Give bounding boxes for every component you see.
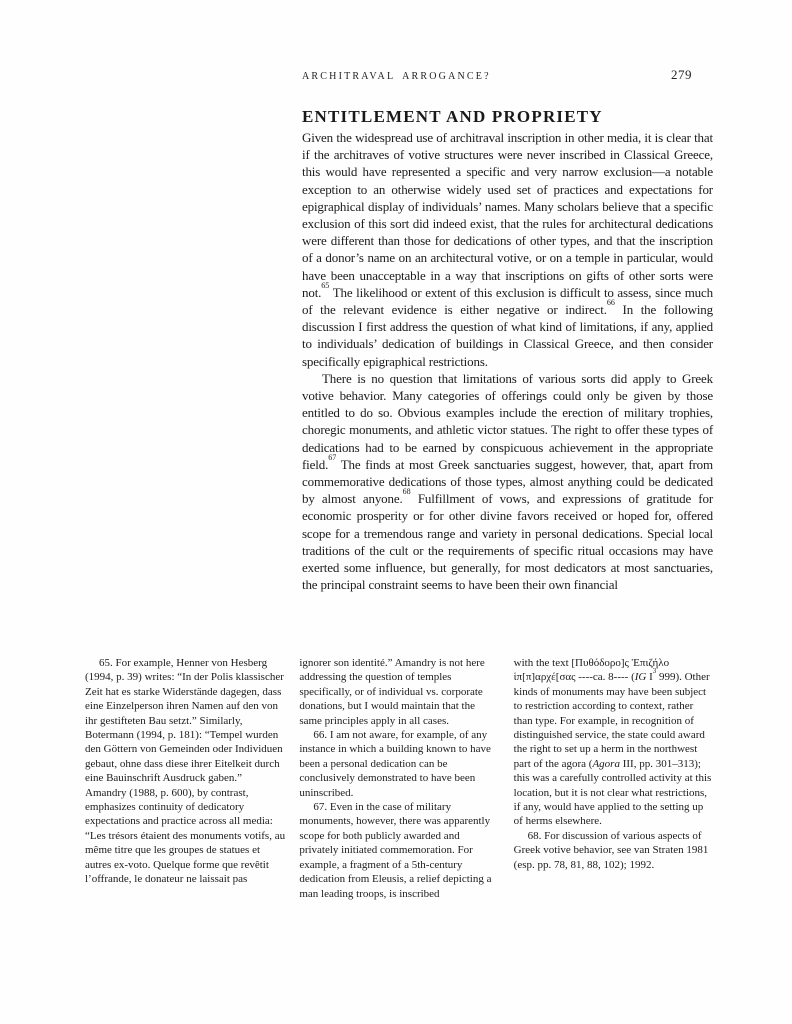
- footnotes-section: [85, 656, 714, 901]
- footnote-ref: 3: [652, 667, 657, 675]
- footnote-block: with the text [Πυθόδορο]ς Ἐπιζήλο ἱπ[π]αρχέ[σας ----ca. 8---- (IG I$^3$ 999). Other kinds of monuments may have been subject to restriction according to context, rather than type. For example, in recognition of distinguished service, the state could award the right to set up a herm in the northwest part of the agora (Agora III, pp. 301–313); this was a carefully controlled activity at this location, but it is not clear what restrictions, if any, would have applied to the setting up of herms elsewhere.: [513, 657, 712, 828]
- page-number: 279: [671, 67, 692, 82]
- running-head: [302, 67, 712, 83]
- footnote-column-3: [514, 656, 714, 901]
- footnote-ref: 68: [402, 487, 411, 497]
- running-head-title: ARCHITRAVAL ARROGANCE?: [302, 71, 491, 82]
- footnote-column-1: [85, 656, 285, 901]
- footnote-block: 65. For example, Henner von Hesberg (1994, p. 39) writes: “In der Polis klassischer Zeit hat es starke Widerstände dagegen, dass eine Einzelperson ihren Namen auf den von ihr gestifteten Bau setzt.” Similarly, Botermann (1994, p. 181): “Tempel wurden den Göttern von Gemeinden oder Individuen gebaut, ohne dass diese ihrer Eitelkeit durch eine Bauinschrift Ausdruck gaben.” Amandry (1988, p. 600), by contrast, emphasizes continuity of dedicatory expectations and practice across all media: “Les trésors étaient des monuments votifs, au même titre que les groupes de statues et autres ex-voto. Quelque forme que revêtit l’offrande, le donateur ne laissait pas: [85, 657, 286, 886]
- footnote-ref: 66: [606, 298, 615, 308]
- footnote-block: ignorer son identité.” Amandry is not here addressing the question of temples specifically, or of individual vs. corporate donations, but I would maintain that the same principles apply in all cases.: [299, 657, 485, 727]
- footnote-block: 67. Even in the case of military monuments, however, there was apparently scope for both publicly awarded and privately initiated commemoration. For example, a fragment of a 5th-century dedication from Eleusis, a relief depicting a man leading troops, is inscribed: [299, 801, 492, 900]
- footnote-block: 66. I am not aware, for example, of any instance in which a building known to have been a personal dedication can be conclusively demonstrated to have been uninscribed.: [299, 729, 491, 799]
- section-heading: ENTITLEMENT AND PROPRIETY: [302, 107, 603, 127]
- footnote-ref: 65: [321, 280, 330, 290]
- body-text: [302, 129, 713, 593]
- body-paragraph: There is no question that limitations of various sorts did apply to Greek votive behavior. Many categories of offerings could only be given by those entitled to do so. Obvious examples include the erection of military trophies, choregic monuments, and athletic victor statues. The right to offer these types of dedications had to be earned by conspicuous achievement in the appropriate field.$^{67}$ The finds at most Greek sanctuaries suggest, however, that, apart from commemorative dedications of those types, almost anything could be dedicated by almost anyone.$^{68}$ Fulfillment of vows, and expressions of gratitude for economic prosperity or for other divine favors received or hoped for, offered scope for a tremendous range and variety in personal dedications. Special local traditions of the cult or the requirements of specific ritual occasions may have exerted some influence, but generally, for most dedicators at most sanctuaries, the principal constraint seems to have been their own financial: [302, 370, 714, 593]
- footnote-ref: 67: [328, 452, 337, 462]
- footnote-block: 68. For discussion of various aspects of Greek votive behavior, see van Straten 1981 (esp. pp. 78, 81, 88, 102); 1992.: [513, 829, 709, 871]
- body-paragraph: Given the widespread use of architraval inscription in other media, it is clear that if the architraves of votive structures were never inscribed in Classical Greece, this would have represented a specific and very narrow exclusion—a notable exception to an otherwise widely used set of practices and expectations for epigraphical display of individuals’ names. Many scholars believe that a specific exclusion of this sort did indeed exist, that the rules for architectural dedications were different than those for dedications of other types, and that the inscription of a donor’s name on an architectural votive, or on a temple in particular, would have been unacceptable in a way that inscriptions on gifts of other sorts were not.$^{65}$ The likelihood or extent of this exclusion is difficult to assess, since much of the relevant evidence is either negative or indirect.$^{66}$ In the following discussion I first address the question of what kind of limitations, if any, applied to individuals’ dedication of buildings in Classical Greece, and then consider specifically epigraphical restrictions.: [302, 130, 713, 369]
- footnote-column-2: [299, 656, 499, 901]
